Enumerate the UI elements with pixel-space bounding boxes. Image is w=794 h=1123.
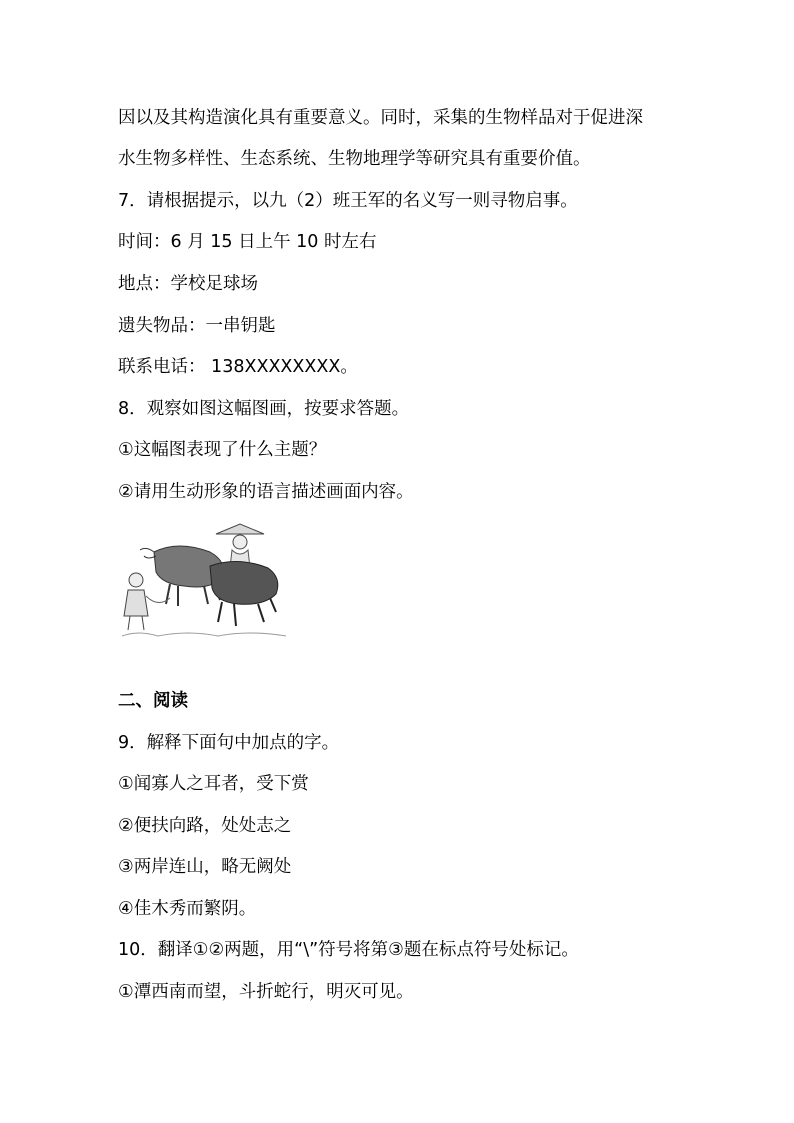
question-8-part-1: ①这幅图表现了什么主题？: [118, 440, 327, 460]
question-9-item-4: ④佳木秀而繁阴。: [118, 899, 257, 919]
text-line: 水生物多样性、生态系统、生物地理学等研究具有重要价值。: [118, 149, 591, 169]
question-8-part-2: ②请用生动形象的语言描述画面内容。: [118, 482, 414, 502]
hint-lost-item: 遗失物品：一串钥匙: [118, 316, 276, 336]
hint-time: 时间：6 月 15 日上午 10 时左右: [118, 232, 377, 252]
question-9-item-2: ②便扶向路，处处志之: [118, 816, 292, 836]
question-7: 7．请根据提示，以九（2）班王军的名义写一则寻物启事。: [118, 191, 578, 211]
question-9-item-1: ①闻寡人之耳者，受下赏: [118, 774, 309, 794]
question-9: 9．解释下面句中加点的字。: [118, 733, 340, 753]
text-line: 因以及其构造演化具有重要意义。同时，采集的生物样品对于促进深: [118, 108, 643, 128]
section-heading-reading: 二、阅读: [118, 691, 188, 711]
question-9-item-3: ③两岸连山，略无阙处: [118, 857, 292, 877]
buffalo-boy-illustration: [118, 512, 290, 642]
question-10-item-1: ①潭西南而望，斗折蛇行，明灭可见。: [118, 982, 414, 1002]
question-8: 8．观察如图这幅图画，按要求答题。: [118, 399, 410, 419]
hint-phone: 联系电话： 138XXXXXXXX。: [118, 357, 358, 377]
hint-place: 地点：学校足球场: [118, 274, 258, 294]
question-10: 10．翻译①②两题，用“\”符号将第③题在标点符号处标记。: [118, 940, 579, 960]
